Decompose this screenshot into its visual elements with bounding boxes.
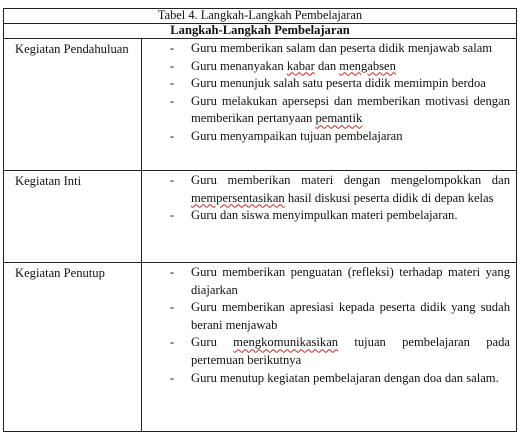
table-row: [4, 171, 517, 263]
spellcheck-word: kabar: [286, 58, 315, 73]
step-text: tujuan pembelajaran pada pertemuan berikutnya: [191, 335, 510, 367]
step-text: Guru memberikan penguatan (refleksi) terhadap materi yang diajarkan: [191, 265, 510, 297]
table-row: [4, 263, 517, 432]
phase-label: Kegiatan Penutup: [4, 263, 142, 432]
step-item: [142, 299, 510, 334]
steps-list: [142, 172, 510, 225]
steps-cell: [142, 171, 517, 263]
table-header-row: [4, 24, 517, 39]
step-text: Guru menutup kegiatan pembelajaran dengan doa dan salam.: [191, 370, 499, 385]
spellcheck-word: mengkomunikasikan: [233, 335, 339, 350]
step-text: hasil diskusi peserta didik di depan kelas: [284, 190, 494, 205]
steps-list: [142, 264, 510, 387]
step-item: [142, 264, 510, 299]
step-item: [142, 207, 510, 225]
step-item: [142, 128, 510, 146]
step-item: [142, 58, 510, 76]
steps-cell: [142, 263, 517, 432]
step-item: [142, 172, 510, 207]
step-text: Guru dan siswa menyimpulkan materi pembelajaran.: [191, 208, 458, 223]
step-text: Guru memberikan salam dan peserta didik menjawab salam: [191, 41, 493, 55]
table-caption-row: [4, 9, 517, 24]
phase-label: Kegiatan Inti: [4, 171, 142, 263]
steps-cell: [142, 39, 517, 171]
step-text: Guru menanyakan: [191, 58, 287, 73]
step-item: [142, 370, 510, 388]
document-page: [3, 8, 516, 432]
step-text: Guru: [191, 335, 234, 350]
step-text: Guru menunjuk salah satu peserta didik memimpin berdoa: [191, 76, 486, 91]
step-text: Guru memberikan materi dengan mengelompokkan dan: [191, 173, 510, 187]
spellcheck-word: mengabsen: [339, 58, 396, 73]
step-item: [142, 93, 510, 128]
phase-label: Kegiatan Pendahuluan: [4, 39, 142, 171]
spellcheck-word: mempersentasikan: [191, 190, 285, 205]
step-item: [142, 334, 510, 369]
step-text: Guru melakukan apersepsi dan memberikan motivasi dengan memberikan pertanyaan: [191, 93, 510, 126]
learning-steps-table: [3, 8, 517, 432]
table-row: [4, 39, 517, 171]
step-item: [142, 75, 510, 93]
table-header: Langkah-Langkah Pembelajaran: [4, 24, 517, 39]
steps-list: [142, 40, 510, 146]
table-caption: Tabel 4. Langkah-Langkah Pembelajaran: [4, 9, 517, 24]
spellcheck-word: pemantik: [315, 111, 363, 126]
step-item: [142, 40, 510, 58]
step-text: Guru memberikan apresiasi kepada peserta didik yang sudah berani menjawab: [191, 300, 510, 332]
step-text: Guru menyampaikan tujuan pembelajaran: [191, 128, 403, 143]
step-text: dan: [314, 58, 340, 73]
